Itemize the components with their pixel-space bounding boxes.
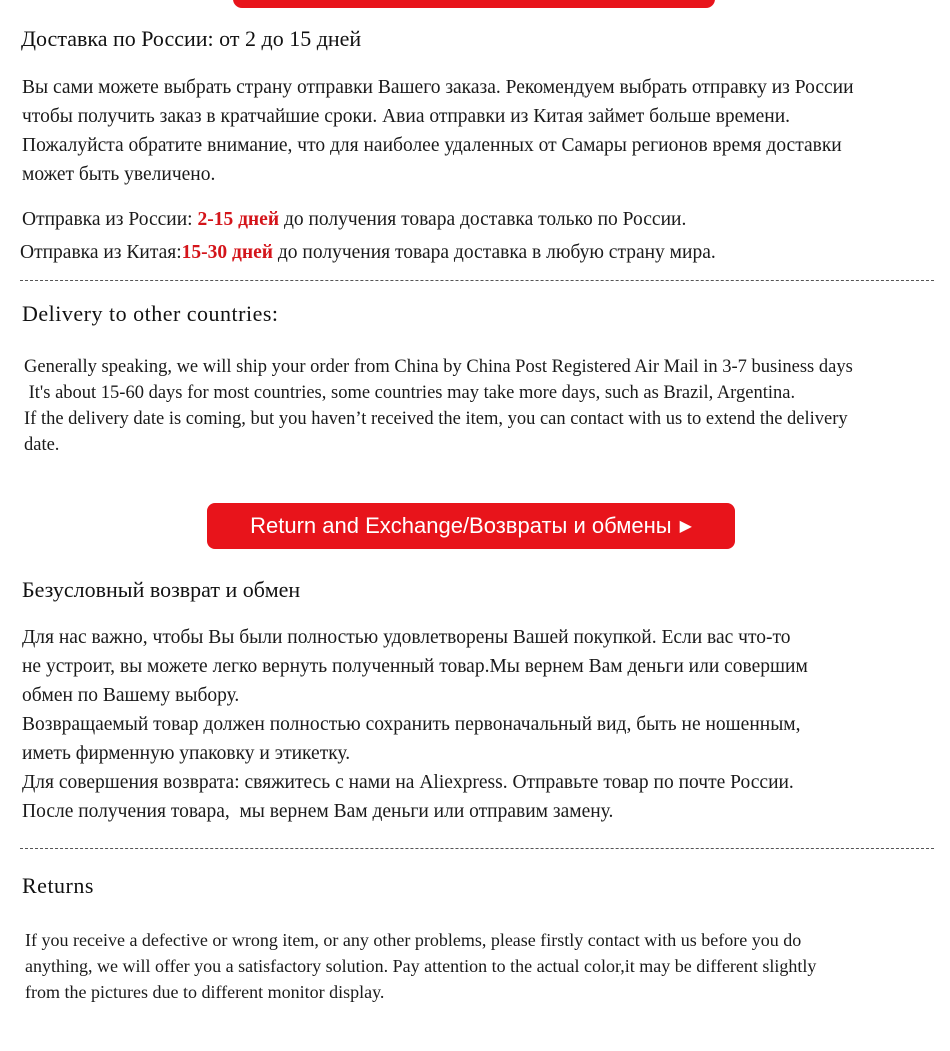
en-returns-title: Returns (22, 873, 94, 898)
text-line: Для совершения возврата: свяжитесь с нами на Aliexpress. Отправьте товар по почте России. (22, 772, 794, 793)
return-exchange-button[interactable] (207, 503, 735, 549)
text-line: чтобы получить заказ в кратчайшие сроки. Авиа отправки из Китая займет больше времени. (22, 106, 791, 127)
text-line: If you receive a defective or wrong item, or any other problems, please firstly contact with us before you do (25, 930, 802, 950)
divider (20, 848, 934, 849)
text-line: date. (24, 435, 60, 455)
text-line: from the pictures due to different monitor display. (25, 982, 385, 1002)
return-exchange-label: Return and Exchange/Возвраты и обмены (250, 513, 672, 538)
text-line: Пожалуйста обратите внимание, что для наиболее удаленных от Самары регионов время доставки (22, 135, 842, 156)
ru-returns-title: Безусловный возврат и обмен (22, 577, 301, 602)
ship-from-russia (22, 205, 686, 234)
text-line: После получения товара, мы вернем Вам деньги или отправим замену. (22, 801, 614, 822)
top-banner-bar (233, 0, 715, 8)
text-line: Для нас важно, чтобы Вы были полностью удовлетворены Вашей покупкой. Если вас что-то (22, 627, 791, 648)
en-delivery-title: Delivery to other countries: (22, 301, 279, 326)
play-arrow-icon: ▶ (679, 518, 692, 535)
en-returns-text (25, 927, 935, 1005)
ru-returns-text (22, 623, 932, 826)
en-delivery-text (24, 354, 934, 458)
text-line: обмен по Вашему выбору. (22, 685, 240, 706)
china-days: 15-30 дней (181, 242, 273, 263)
text-line: иметь фирменную упаковку и этикетку. (22, 743, 351, 764)
russia-prefix: Отправка из России: (22, 209, 198, 230)
text-line: Вы сами можете выбрать страну отправки Вашего заказа. Рекомендуем выбрать отправку из России (22, 77, 854, 98)
text-line: Возвращаемый товар должен полностью сохранить первоначальный вид, быть не ношенным, (22, 714, 801, 735)
ru-delivery-text (22, 73, 932, 189)
divider (20, 280, 934, 281)
text-line: Generally speaking, we will ship your order from China by China Post Registered Air Mail in 3-7 business days (24, 357, 853, 377)
text-line: anything, we will offer you a satisfactory solution. Pay attention to the actual color,it may be different slightly (25, 956, 817, 976)
china-prefix: Отправка из Китая: (20, 242, 182, 263)
ru-delivery-title: Доставка по России: от 2 до 15 дней (21, 26, 362, 51)
text-line: может быть увеличено. (22, 164, 216, 185)
text-line: не устроит, вы можете легко вернуть полученный товар.Мы вернем Вам деньги или совершим (22, 656, 808, 677)
text-line: It's about 15-60 days for most countries, some countries may take more days, such as Brazil, Argentina. (24, 383, 796, 403)
china-suffix: до получения товара доставка в любую страну мира. (272, 242, 716, 263)
text-line: If the delivery date is coming, but you haven’t received the item, you can contact with us to extend the delivery (24, 409, 848, 429)
russia-days: 2-15 дней (197, 209, 280, 230)
russia-suffix: до получения товара доставка только по России. (279, 209, 687, 230)
ship-from-china (20, 238, 716, 267)
